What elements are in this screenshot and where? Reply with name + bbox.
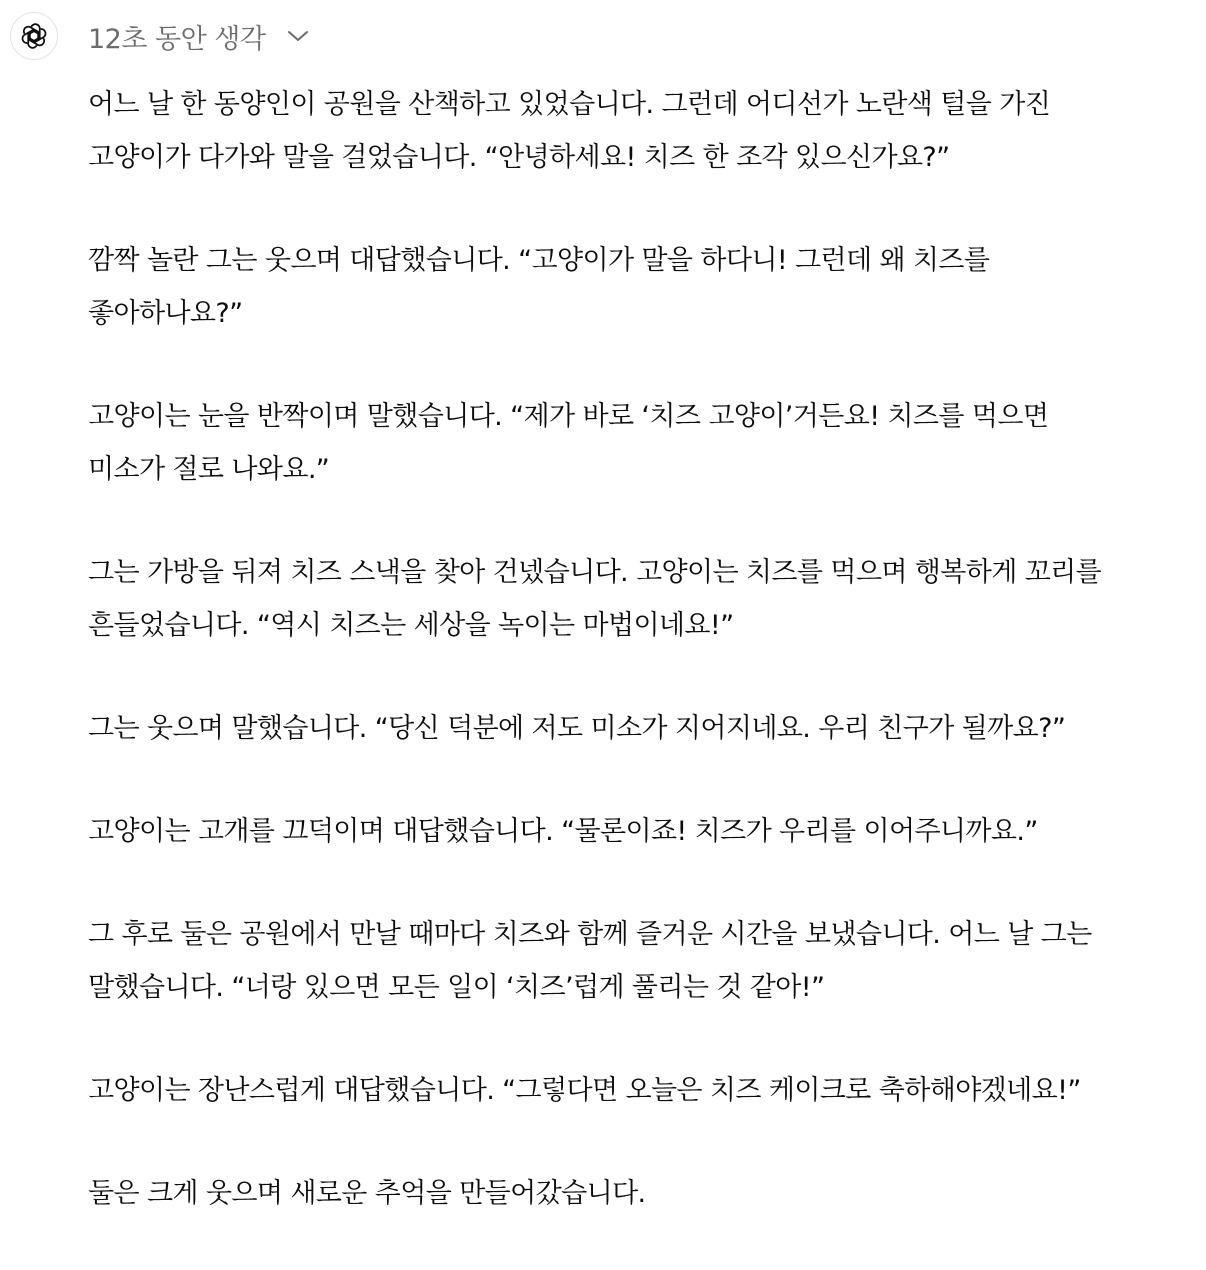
story-paragraph (88, 546, 1200, 652)
story-paragraph (88, 390, 1200, 496)
story-paragraph (88, 805, 1200, 858)
story-paragraph (88, 78, 1200, 184)
thinking-duration-label: 12초 동안 생각 (88, 23, 266, 55)
paragraph-line: 좋아하나요?” (88, 298, 243, 329)
assistant-message-body (88, 78, 1200, 1270)
paragraph-line: 흔들었습니다. “역시 치즈는 세상을 녹이는 마법이네요!” (88, 610, 734, 641)
paragraph-line: 고양이는 장난스럽게 대답했습니다. “그렇다면 오늘은 치즈 케이크로 축하해야겠네요!” (88, 1075, 1081, 1106)
paragraph-line: 깜짝 놀란 그는 웃으며 대답했습니다. “고양이가 말을 하다니! 그런데 왜 치즈를 (88, 245, 990, 276)
assistant-message-header (10, 10, 309, 62)
paragraph-line: 그는 가방을 뒤져 치즈 스낵을 찾아 건넸습니다. 고양이는 치즈를 먹으며 행복하게 꼬리를 (88, 557, 1102, 588)
assistant-avatar (10, 12, 58, 60)
story-paragraph (88, 1167, 1200, 1220)
paragraph-line: 그 후로 둘은 공원에서 만날 때마다 치즈와 함께 즐거운 시간을 보냈습니다. 어느 날 그는 (88, 919, 1092, 950)
story-paragraph (88, 908, 1200, 1014)
paragraph-line: 그는 웃으며 말했습니다. “당신 덕분에 저도 미소가 지어지네요. 우리 친구가 될까요?” (88, 713, 1066, 744)
story-paragraph (88, 1064, 1200, 1117)
paragraph-line: 미소가 절로 나와요.” (88, 454, 330, 485)
openai-logo-icon (19, 21, 49, 51)
paragraph-line: 어느 날 한 동양인이 공원을 산책하고 있었습니다. 그런데 어디선가 노란색 털을 가진 (88, 89, 1051, 120)
paragraph-line: 고양이가 다가와 말을 걸었습니다. “안녕하세요! 치즈 한 조각 있으신가요?” (88, 142, 950, 173)
paragraph-line: 고양이는 눈을 반짝이며 말했습니다. “제가 바로 ‘치즈 고양이’거든요! 치즈를 먹으면 (88, 401, 1049, 432)
story-paragraph (88, 702, 1200, 755)
thinking-toggle-button[interactable] (88, 17, 309, 56)
paragraph-line: 고양이는 고개를 끄덕이며 대답했습니다. “물론이죠! 치즈가 우리를 이어주니까요.” (88, 816, 1038, 847)
story-paragraph (88, 234, 1200, 340)
chevron-down-icon (287, 29, 309, 43)
paragraph-line: 둘은 크게 웃으며 새로운 추억을 만들어갔습니다. (88, 1178, 646, 1209)
paragraph-line: 말했습니다. “너랑 있으면 모든 일이 ‘치즈’럽게 풀리는 것 같아!” (88, 972, 825, 1003)
